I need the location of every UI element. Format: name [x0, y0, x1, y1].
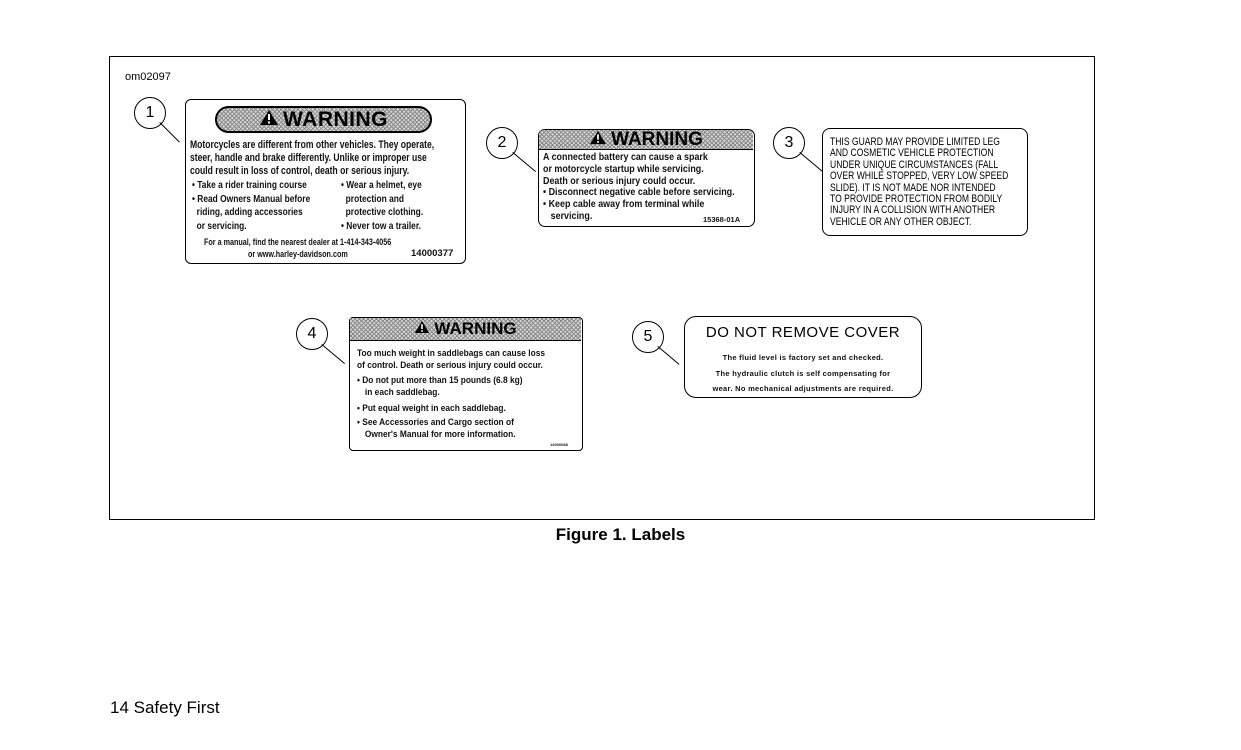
callout-3: 3: [773, 127, 805, 159]
page-footer: 14 Safety First: [110, 698, 220, 717]
label-4-line: • Do not put more than 15 pounds (6.8 kg): [357, 375, 523, 386]
label-2-title-text: WARNING: [611, 128, 703, 150]
warning-label-1: [185, 99, 466, 264]
label-1-line: Motorcycles are different from other vehicles. They operate,: [190, 139, 435, 151]
label-1-bullet: Never tow a trailer.: [346, 219, 421, 232]
label-5-title: DO NOT REMOVE COVER: [705, 324, 901, 341]
figure-caption: Figure 1. Labels: [555, 525, 686, 544]
warning-label-2: [538, 129, 755, 227]
cover-label-5: [684, 316, 922, 398]
warning-triangle-icon: [589, 129, 607, 151]
label-1-line: could result in loss of control, death or serious injury.: [190, 165, 410, 177]
label-2-line: Death or serious injury could occur.: [543, 174, 696, 187]
label-4-title-text: WARNING: [434, 319, 517, 338]
label-2-line: or motorcycle startup while servicing.: [543, 162, 704, 175]
label-4-body: [357, 348, 545, 441]
label-1-title-text: WARNING: [283, 107, 388, 131]
label-2-line: servicing.: [550, 209, 593, 222]
label-1-web-line: or www.harley-davidson.com: [248, 249, 348, 259]
label-3-line: INJURY IN A COLLISION WITH ANOTHER: [830, 204, 996, 217]
label-3-line: SLIDE). IT IS NOT MADE NOR INTENDED: [830, 181, 996, 194]
label-3-line: TO PROVIDE PROTECTION FROM BODILY: [830, 193, 1003, 206]
warning-label-4: [349, 317, 583, 451]
label-3-line: OVER WHILE STOPPED, VERY LOW SPEED: [830, 170, 1009, 183]
label-3-line: UNDER UNIQUE CIRCUMSTANCES (FALL: [830, 158, 999, 171]
label-1-bullets-left: • Take a rider training course • Read Owners Manual before riding, adding accessories or servicing.: [192, 179, 311, 232]
callout-5: 5: [632, 321, 664, 353]
label-2-line: • Disconnect negative cable before servicing.: [543, 186, 735, 199]
label-1-line: steer, handle and brake differently. Unlike or improper use: [190, 152, 427, 164]
label-1-bullet: protective clothing.: [345, 206, 424, 218]
label-4-line: • See Accessories and Cargo section of: [357, 417, 514, 428]
label-1-body: [190, 139, 434, 178]
warning-triangle-icon: [259, 108, 279, 132]
warning-triangle-icon: [414, 319, 430, 339]
guard-label-3: [822, 128, 1028, 236]
label-1-bullet: Read Owners Manual before: [197, 192, 311, 205]
label-5-body: [685, 350, 921, 397]
label-1-title: [215, 106, 432, 133]
label-3-line: THIS GUARD MAY PROVIDE LIMITED LEG: [830, 136, 1000, 148]
label-5-line: wear. No mechanical adjustments are required.: [712, 384, 894, 393]
label-1-bullet: protection and: [345, 192, 405, 205]
label-4-line: in each saddlebag.: [364, 387, 440, 398]
label-4-line: Owner's Manual for more information.: [364, 429, 516, 440]
label-4-part-number: 14000088: [550, 442, 568, 447]
label-3-body: [830, 137, 1008, 228]
label-2-line: • Keep cable away from terminal while: [543, 198, 705, 211]
callout-2: 2: [486, 127, 518, 159]
label-1-bullet: or servicing.: [196, 219, 247, 232]
label-4-line: Too much weight in saddlebags can cause loss: [357, 348, 545, 359]
label-4-line: • Put equal weight in each saddlebag.: [357, 403, 506, 414]
label-5-line: The hydraulic clutch is self compensating for: [715, 368, 891, 378]
label-2-title: [539, 130, 753, 150]
label-1-bullet: Wear a helmet, eye: [346, 179, 422, 191]
label-1-part-number: 14000377: [411, 248, 454, 259]
label-4-line: of control. Death or serious injury could occur.: [357, 360, 543, 371]
label-1-dealer-line: For a manual, find the nearest dealer at 1-414-343-4056: [204, 237, 392, 247]
label-5-line: The fluid level is factory set and checked.: [722, 353, 884, 362]
label-1-bullets-right: • Wear a helmet, eye protection and protective clothing. • Never tow a trailer.: [341, 179, 424, 232]
callout-4: 4: [296, 318, 328, 350]
callout-1: 1: [134, 97, 166, 129]
label-3-line: VEHICLE OR ANY OTHER OBJECT.: [830, 215, 972, 228]
label-1-bullet: Take a rider training course: [197, 179, 307, 191]
label-3-line: AND COSMETIC VEHICLE PROTECTION: [830, 147, 994, 160]
figure-code: om02097: [125, 71, 171, 83]
label-1-bullet: riding, adding accessories: [196, 206, 303, 218]
label-2-part-number: 15368-01A: [703, 215, 741, 224]
label-4-title: [350, 318, 581, 341]
label-2-body: [543, 152, 735, 223]
label-2-line: A connected battery can cause a spark: [543, 151, 708, 163]
